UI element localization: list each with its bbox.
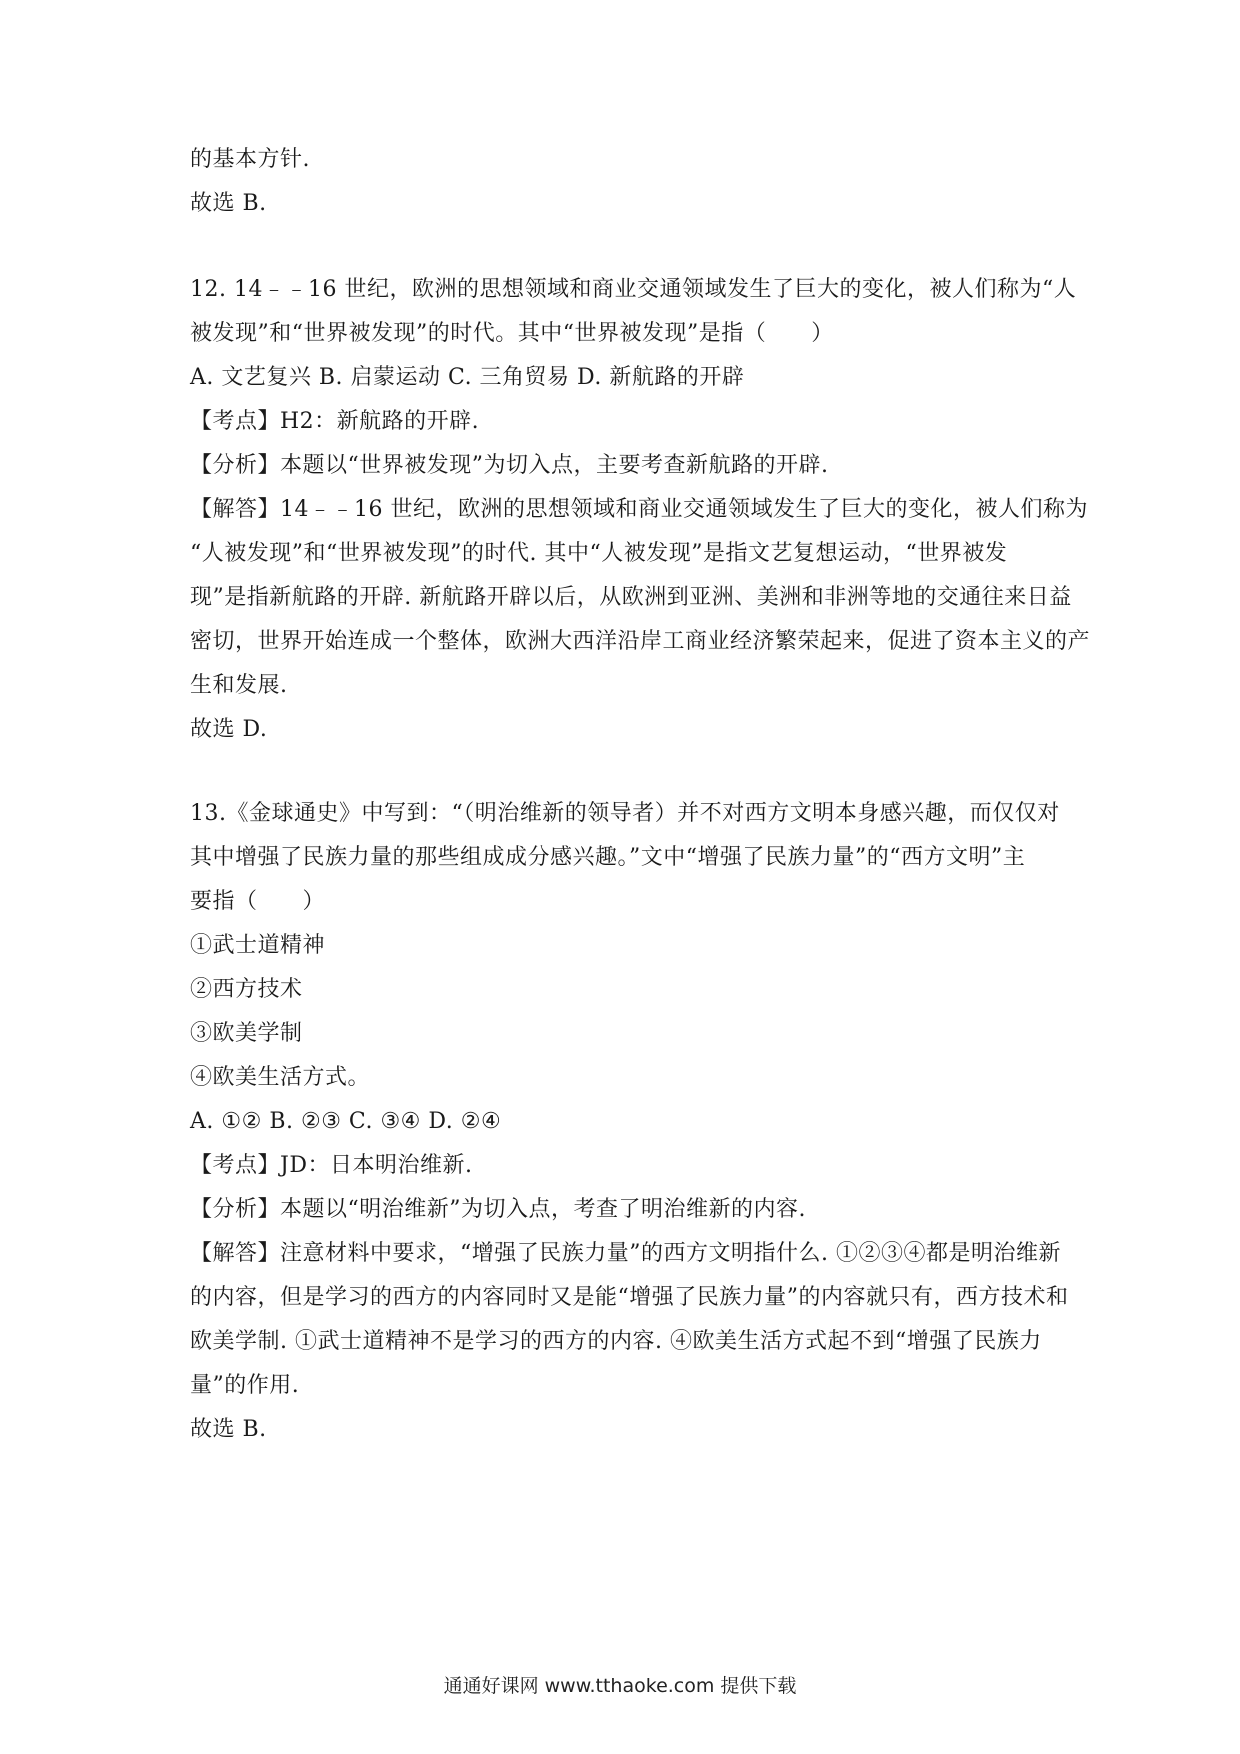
question-13-item: ③欧美学制: [190, 1021, 303, 1046]
question-12-jieda: “人被发现”和“世界被发现”的时代. 其中“人被发现”是指文艺复想运动，“世界被发: [190, 541, 1008, 566]
question-13-answer: 故选 B.: [190, 1417, 267, 1442]
question-13-item: ④欧美生活方式。: [190, 1065, 371, 1090]
question-13-text: 13.《金球通史》中写到：“（明治维新的领导者）并不对西方文明本身感兴趣，而仅仅对: [190, 801, 1060, 826]
text-line: 故选 B.: [190, 191, 267, 216]
question-13-jieda: 量”的作用.: [190, 1373, 300, 1398]
question-12-jieda: 生和发展.: [190, 673, 288, 698]
question-13-text: 其中增强了民族力量的那些组成成分感兴趣。”文中“增强了民族力量”的“西方文明”主: [190, 845, 1026, 870]
question-12-jieda: 【解答】14﹣﹣16 世纪，欧洲的思想领域和商业交通领域发生了巨大的变化，被人们称为: [190, 497, 1088, 522]
question-12-kaodian: 【考点】H2：新航路的开辟.: [190, 409, 480, 434]
question-13-jieda: 的内容，但是学习的西方的内容同时又是能“增强了民族力量”的内容就只有，西方技术和: [190, 1285, 1069, 1310]
question-12-options: A. 文艺复兴 B. 启蒙运动 C. 三角贸易 D. 新航路的开辟: [190, 365, 745, 390]
question-12-text: 12. 14﹣﹣16 世纪，欧洲的思想领域和商业交通领域发生了巨大的变化，被人们称为“人: [190, 277, 1077, 302]
question-13-item: ①武士道精神: [190, 933, 326, 958]
question-13-options: A. ①② B. ②③ C. ③④ D. ②④: [190, 1109, 502, 1134]
question-13-jieda: 【解答】注意材料中要求，“增强了民族力量”的西方文明指什么. ①②③④都是明治维新: [190, 1241, 1061, 1266]
question-13-fenxi: 【分析】本题以“明治维新”为切入点，考查了明治维新的内容.: [190, 1197, 806, 1222]
text-line: 的基本方针.: [190, 147, 310, 172]
question-12-answer: 故选 D.: [190, 717, 268, 742]
question-13-text: 要指（ ）: [190, 889, 326, 914]
page-footer: 通通好课网 www.tthaoke.com 提供下载: [443, 1675, 797, 1697]
question-12-text: 被发现”和“世界被发现”的时代。其中“世界被发现”是指（ ）: [190, 321, 834, 346]
question-13-jieda: 欧美学制. ①武士道精神不是学习的西方的内容. ④欧美生活方式起不到“增强了民族力: [190, 1329, 1042, 1354]
question-12-jieda: 密切，世界开始连成一个整体，欧洲大西洋沿岸工商业经济繁荣起来，促进了资本主义的产: [190, 629, 1091, 654]
question-12-jieda: 现”是指新航路的开辟. 新航路开辟以后，从欧洲到亚洲、美洲和非洲等地的交通往来日益: [190, 585, 1072, 610]
question-13-kaodian: 【考点】JD：日本明治维新.: [190, 1153, 473, 1178]
question-13-item: ②西方技术: [190, 977, 303, 1002]
question-12-fenxi: 【分析】本题以“世界被发现”为切入点，主要考查新航路的开辟.: [190, 453, 829, 478]
